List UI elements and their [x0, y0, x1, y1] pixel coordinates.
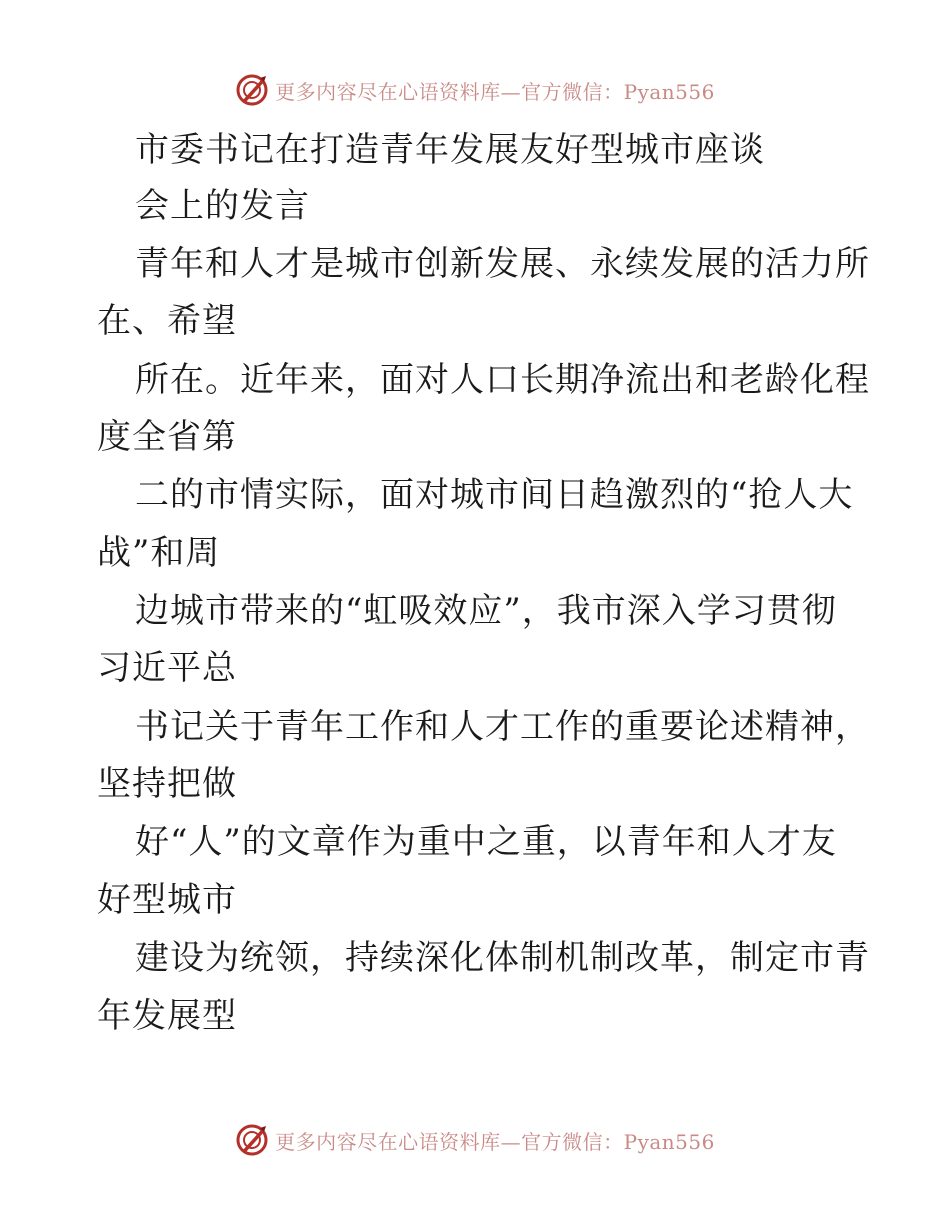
logo-icon [235, 1123, 269, 1157]
logo-icon [235, 73, 269, 107]
text-line: 边城市带来的“虹吸效应”，我市深入学习贯彻 [135, 591, 837, 631]
text-line: 建设为统领，持续深化体制机制改革，制定市青 [135, 938, 870, 978]
text-line: 书记关于青年工作和人才工作的重要论述精神， [135, 707, 870, 747]
text-line: 年发展型 [97, 996, 237, 1036]
text-line: 好型城市 [97, 880, 237, 920]
watermark-text: 更多内容尽在心语资料库—官方微信：Pyan556 [275, 79, 715, 104]
text-line: 度全省第 [97, 417, 237, 457]
doc-title-line-2: 会上的发言 [135, 186, 310, 226]
text-line: 所在。近年来，面对人口长期净流出和老龄化程 [135, 360, 870, 400]
text-line: 在、希望 [97, 301, 237, 341]
watermark-header [0, 70, 950, 110]
text-line: 青年和人才是城市创新发展、永续发展的活力所 [135, 244, 870, 284]
doc-title-line-1: 市委书记在打造青年发展友好型城市座谈 [135, 130, 765, 170]
text-line: 战”和周 [97, 533, 221, 573]
text-line: 坚持把做 [97, 764, 237, 804]
text-line: 好“人”的文章作为重中之重，以青年和人才友 [135, 822, 837, 862]
text-line: 二的市情实际，面对城市间日趋激烈的“抢人大 [135, 475, 854, 515]
watermark-text: 更多内容尽在心语资料库—官方微信：Pyan556 [275, 1129, 715, 1154]
text-line: 习近平总 [97, 648, 237, 688]
watermark-footer [0, 1120, 950, 1160]
